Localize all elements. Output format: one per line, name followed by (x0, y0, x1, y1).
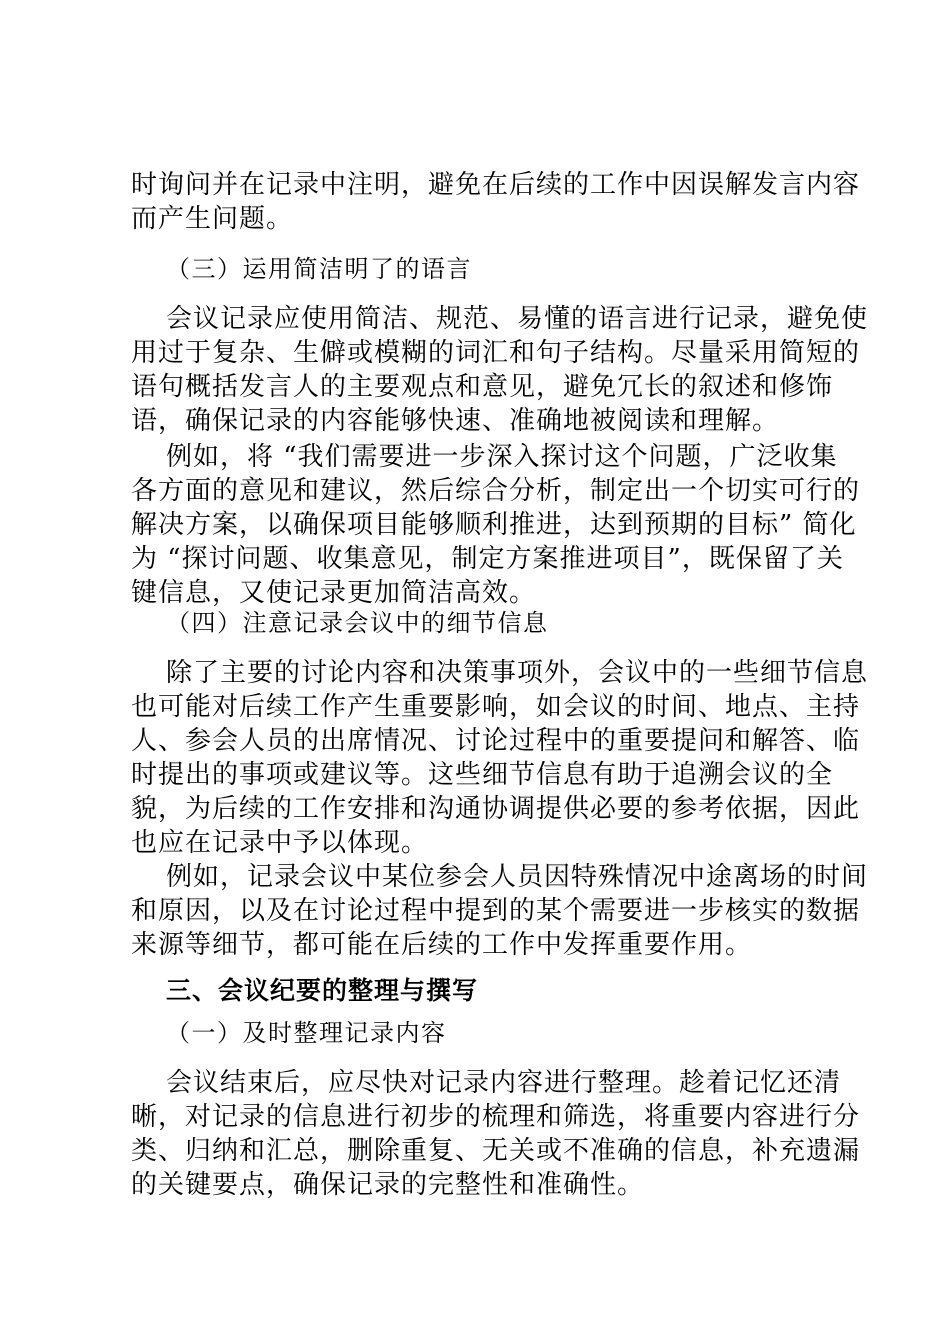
paragraph-line: 貌，为后续的工作安排和沟通协调提供必要的参考依据，因此 (131, 794, 861, 824)
paragraph-line: 和原因，以及在讨论过程中提到的某个需要进一步核实的数据 (131, 896, 861, 926)
paragraph-line: 各方面的意见和建议，然后综合分析，制定出一个切实可行的 (131, 476, 861, 506)
paragraph-line: 会议结束后，应尽快对记录内容进行整理。趁着记忆还清 (166, 1068, 842, 1098)
subheading: （三）运用简洁明了的语言 (166, 255, 472, 283)
paragraph-line: 的关键要点，确保记录的完整性和准确性。 (131, 1170, 645, 1200)
paragraph-line: 也可能对后续工作产生重要影响，如会议的时间、地点、主持 (131, 692, 861, 722)
paragraph-line: 来源等细节，都可能在后续的工作中发挥重要作用。 (131, 930, 753, 960)
paragraph-line: 会议记录应使用简洁、规范、易懂的语言进行记录，避免使 (166, 304, 869, 334)
paragraph-line: 晰，对记录的信息进行初步的梳理和筛选，将重要内容进行分 (131, 1102, 861, 1132)
section-heading: 三、会议纪要的整理与撰写 (166, 976, 479, 1005)
paragraph-line: 例如，将 “我们需要进一步深入探讨这个问题，广泛收集 (166, 442, 838, 472)
paragraph-line: 语，确保记录的内容能够快速、准确地被阅读和理解。 (131, 406, 780, 436)
paragraph-line: 键信息，又使记录更加简洁高效。 (131, 578, 537, 608)
paragraph-line: 时提出的事项或建议等。这些细节信息有助于追溯会议的全 (131, 760, 834, 790)
paragraph-line: 而产生问题。 (131, 204, 294, 234)
paragraph-line: 也应在记录中予以体现。 (131, 828, 429, 858)
paragraph-line: 语句概括发言人的主要观点和意见，避免冗长的叙述和修饰 (131, 372, 834, 402)
paragraph-line: 用过于复杂、生僻或模糊的词汇和句子结构。尽量采用简短的 (131, 338, 861, 368)
paragraph-line: 人、参会人员的出席情况、讨论过程中的重要提问和解答、临 (131, 726, 861, 756)
paragraph-line: 为 “探讨问题、收集意见，制定方案推进项目”，既保留了关 (131, 544, 844, 574)
paragraph-line: 解决方案，以确保项目能够顺利推进，达到预期的目标” 简化 (131, 510, 857, 540)
paragraph-line: 除了主要的讨论内容和决策事项外，会议中的一些细节信息 (166, 658, 869, 688)
subheading: （一）及时整理记录内容 (166, 1019, 447, 1047)
subheading: （四）注意记录会议中的细节信息 (166, 609, 549, 637)
paragraph-line: 类、归纳和汇总，删除重复、无关或不准确的信息，补充遗漏 (131, 1136, 861, 1166)
paragraph-line: 例如，记录会议中某位参会人员因特殊情况中途离场的时间 (166, 862, 869, 892)
paragraph-line: 时询问并在记录中注明，避免在后续的工作中因误解发言内容 (131, 170, 861, 200)
